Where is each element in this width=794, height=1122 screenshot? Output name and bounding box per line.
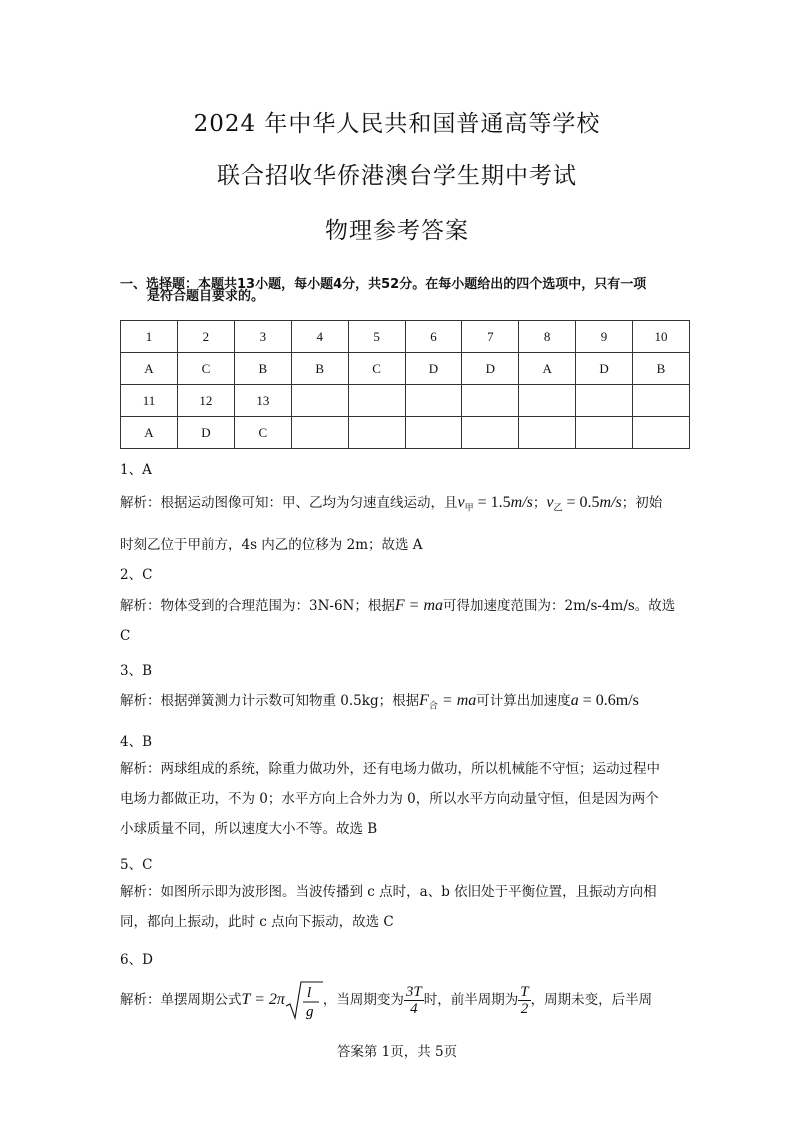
table-cell: [519, 417, 576, 449]
table-cell: A: [121, 417, 178, 449]
q5-line-2: 同，都向上振动，此时 c 点向下振动，故选 C: [120, 914, 394, 930]
q5-line-1: 解析：如图所示即为波形图。当波传播到 c 点时，a、b 依旧处于平衡位置，且振动方向相: [120, 884, 657, 900]
q1-line-2: 时刻乙位于甲前方，4s 内乙的位移为 2m；故选 A: [120, 536, 423, 553]
table-cell: 1: [121, 321, 178, 353]
q1-line-1: 解析：根据运动图像可知：甲、乙均为匀速直线运动，且$v_甲 = 1.5m/s$；$v_乙 = 0.5m/s$；初始: [120, 494, 663, 514]
table-cell: 10: [632, 321, 689, 353]
table-cell: [405, 385, 462, 417]
table-cell: 3: [234, 321, 291, 353]
table-cell: 13: [234, 385, 291, 417]
table-row-numbers-1: [121, 321, 690, 353]
table-cell: [291, 417, 348, 449]
table-cell: [348, 417, 405, 449]
table-cell: D: [177, 417, 234, 449]
q4-line-2: 电场力都做正功，不为 0；水平方向上合外力为 0，所以水平方向动量守恒，但是因为两个: [120, 791, 659, 807]
table-cell: D: [405, 353, 462, 385]
q4-line-1: 解析：两球组成的系统，除重力做功外，还有电场力做功，所以机械能不守恒；运动过程中: [120, 761, 660, 777]
table-cell: [291, 385, 348, 417]
table-cell: 12: [177, 385, 234, 417]
sqrt-sign: [285, 979, 323, 1023]
table-cell: 11: [121, 385, 178, 417]
table-cell: C: [348, 353, 405, 385]
title-line-1: 2024 年中华人民共和国普通高等学校: [193, 111, 601, 137]
table-cell: [576, 417, 633, 449]
q6-explanation: 解析：单摆周期公式T = 2π l g ，当周期变为 $\frac{3T}{4}$ 时，前半周期为 $\frac{T}{2}$ ，周期未变，后半周: [120, 978, 692, 1023]
fraction-3t-4: $\frac{3T}{4}$: [405, 984, 422, 1017]
q2-explanation: [120, 591, 692, 651]
q5-explanation: [120, 877, 692, 937]
q1-explanation: [120, 488, 692, 560]
table-cell: C: [177, 353, 234, 385]
q6-label: 6、D: [120, 952, 153, 968]
table-cell: [632, 385, 689, 417]
q3-label: 3、B: [120, 663, 153, 679]
fraction-t-2: $\frac{T}{2}$: [520, 984, 529, 1017]
table-cell: [519, 385, 576, 417]
table-cell: 9: [576, 321, 633, 353]
answer-table: [120, 320, 690, 449]
table-cell: 6: [405, 321, 462, 353]
table-cell: A: [519, 353, 576, 385]
q2-label: 2、C: [120, 567, 153, 583]
table-cell: [462, 417, 519, 449]
title-line-3: 物理参考答案: [325, 218, 469, 244]
table-cell: [462, 385, 519, 417]
section-heading-continued: 是符合题目要求的。: [147, 289, 265, 304]
sqrt-numerator: l: [306, 985, 312, 1001]
table-cell: A: [121, 353, 178, 385]
q3-line-1: 解析：根据弹簧测力计示数可知物重 0.5kg；根据$F_合$ = ma可计算出加速度a = 0.6m/s: [120, 692, 639, 712]
table-cell: 7: [462, 321, 519, 353]
table-cell: C: [234, 417, 291, 449]
q4-explanation: [120, 754, 692, 844]
table-cell: D: [462, 353, 519, 385]
title-line-2: 联合招收华侨港澳台学生期中考试: [217, 163, 577, 189]
table-row-numbers-2: [121, 385, 690, 417]
table-row-answers-1: [121, 353, 690, 385]
table-cell: [348, 385, 405, 417]
q4-label: 4、B: [120, 734, 153, 750]
sqrt-denominator: g: [305, 1004, 314, 1020]
section-heading: 一、选择题：本题共13小题，每小题4分，共52分。在每小题给出的四个选项中，只有一项: [120, 277, 647, 292]
table-cell: [405, 417, 462, 449]
table-cell: 2: [177, 321, 234, 353]
page-footer: 答案第 1页，共 5页: [336, 1044, 458, 1060]
q5-label: 5、C: [120, 857, 153, 873]
table-cell: 8: [519, 321, 576, 353]
table-cell: D: [576, 353, 633, 385]
q3-explanation: [120, 686, 692, 722]
q2-line-2: C: [120, 628, 131, 644]
table-row-answers-2: [121, 417, 690, 449]
q1-label: 1、A: [120, 462, 152, 478]
table-cell: B: [234, 353, 291, 385]
table-cell: 5: [348, 321, 405, 353]
table-cell: B: [632, 353, 689, 385]
table-cell: [576, 385, 633, 417]
table-cell: 4: [291, 321, 348, 353]
q2-line-1: 解析：物体受到的合理范围为：3N-6N；根据F = ma可得加速度范围为：2m/s-4m/s。故选: [120, 597, 676, 614]
table-cell: B: [291, 353, 348, 385]
table-cell: [632, 417, 689, 449]
q4-line-3: 小球质量不同，所以速度大小不等。故选 B: [120, 821, 378, 837]
